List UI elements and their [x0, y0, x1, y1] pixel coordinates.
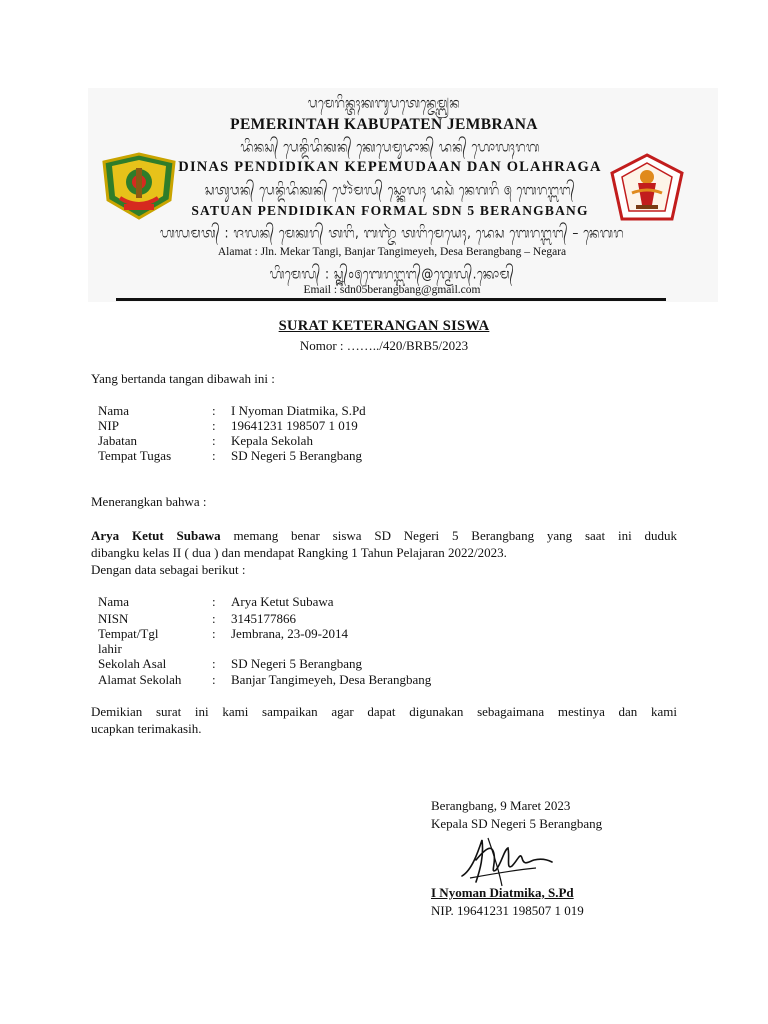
field-value: 19641231 198507 1 019: [231, 418, 358, 433]
field-colon: :: [212, 433, 216, 448]
letter-title: SURAT KETERANGAN SISWA: [278, 318, 490, 334]
field-colon: :: [212, 403, 216, 418]
field-value: 3145177866: [231, 611, 296, 626]
field-colon: :: [212, 672, 216, 687]
school-email: Email : sdn05berangbang@gmail.com: [303, 284, 481, 296]
signer-nip: NIP. 19641231 198507 1 019: [431, 903, 584, 918]
field-label: NIP: [98, 418, 119, 433]
field-label: Jabatan: [98, 433, 137, 448]
field-colon: :: [212, 611, 216, 626]
student-name-bold: Arya Ketut Subawa: [91, 528, 221, 543]
closing-line-2: ucapkan terimakasih.: [91, 721, 202, 736]
signer-position: Kepala SD Negeri 5 Berangbang: [431, 816, 603, 831]
tut-wuri-handayani-logo: [610, 153, 684, 223]
statement-line-1: [91, 527, 677, 544]
field-value: Jembrana, 23-09-2014: [231, 626, 348, 641]
field-colon: :: [212, 594, 216, 609]
letterhead-aksara-line-5: ᬳᬶᬫᬾᬮ᭄ : ᬲ᭄ᬤ᭄ᬦ᭄᭐᭕ᬩᬾᬭᬗ᭄ᬩᬗ᭄@ᬕ᭄ᬫᬾᬮ᭄.ᬓᭀᬫ᭄: [269, 265, 515, 282]
letterhead-aksara-line-4: ᬳᬮᬫᬢ᭄ : ᬚᬮᬦ᭄ ᬫᬾᬓᬭ᭄ ᬢᬗᬶ, ᬩᬜ᭄ᬚᬃ ᬢᬗᬶᬫᬾᬬᬾᬄ, ᬤᬾᬲ ᬩᬾᬭᬗ᭄ᬩᬗ᭄ – ᬦᬾᬕᬭ: [159, 224, 625, 241]
field-colon: :: [212, 656, 216, 671]
jembrana-regency-emblem-logo: [100, 152, 178, 220]
statement-text: memang benar siswa SD Negeri 5 Berangbang yang saat ini duduk: [233, 528, 678, 543]
field-label: Nama: [98, 403, 130, 418]
letterhead-divider-line: [116, 298, 666, 301]
field-value: Arya Ketut Subawa: [231, 594, 334, 609]
field-label: Alamat Sekolah: [98, 672, 182, 687]
field-value: SD Negeri 5 Berangbang: [231, 656, 363, 671]
field-label: Nama: [98, 594, 130, 609]
school-address: Alamat : Jln. Mekar Tangi, Banjar Tangimeyeh, Desa Berangbang – Negara: [217, 246, 567, 258]
statement-line-3: Dengan data sebagai berikut :: [91, 562, 246, 577]
declares-sentence: Menerangkan bahwa :: [91, 494, 207, 509]
field-label: Tempat/Tgl: [98, 626, 159, 641]
signer-name: I Nyoman Diatmika, S.Pd: [431, 885, 574, 900]
letter-number: Nomor : ……../420/BRB5/2023: [299, 338, 469, 353]
field-colon: :: [212, 418, 216, 433]
field-label: lahir: [98, 641, 122, 656]
field-value: Kepala Sekolah: [231, 433, 313, 448]
place-and-date: Berangbang, 9 Maret 2023: [431, 798, 571, 813]
field-value: SD Negeri 5 Berangbang: [231, 448, 363, 463]
field-value: Banjar Tangimeyeh, Desa Berangbang: [231, 672, 432, 687]
field-label: NISN: [98, 611, 129, 626]
field-colon: :: [212, 626, 216, 641]
handwritten-signature: [452, 830, 556, 890]
field-value: I Nyoman Diatmika, S.Pd: [231, 403, 366, 418]
department-name: DINAS PENDIDIKAN KEPEMUDAAN DAN OLAHRAGA: [178, 159, 602, 175]
field-label: Tempat Tugas: [98, 448, 172, 463]
statement-line-2: dibangku kelas II ( dua ) dan mendapat Rangking 1 Tahun Pelajaran 2022/2023.: [91, 545, 507, 560]
school-unit-name: SATUAN PENDIDIKAN FORMAL SDN 5 BERANGBANG: [191, 203, 589, 218]
closing-line-1: Demikian surat ini kami sampaikan agar dapat digunakan sebagaimana mestinya dan kami: [91, 704, 677, 719]
opening-sentence: Yang bertanda tangan dibawah ini :: [91, 371, 275, 386]
letterhead-aksara-line-2: ᬤᬶᬦᬲ᭄ ᬧᬾᬦ᭄ᬤᬶᬤᬶᬓᬦ᭄ ᬓᬾᬧᬾᬫᬸᬤᬵᬦ᭄ ᬤᬦ᭄ ᬳᭀᬮᬄᬭᬕ: [240, 138, 540, 155]
government-name: PEMERINTAH KABUPATEN JEMBRANA: [230, 116, 538, 133]
field-label: Sekolah Asal: [98, 656, 167, 671]
letterhead-aksara-line-3: ᬲᬢᬸᬯᬦ᭄ ᬧᬾᬦ᭄ᬤᬶᬤᬶᬓᬦ᭄ ᬨᭀᬃᬫᬮ᭄ ᬲ᭄ᬓᭀᬮᬄ ᬤᬲᬃ ᬦᬾᬕᬭᬶ ᭕ ᬩᬾᬭᬗ᭄ᬩᬗ᭄: [204, 181, 576, 198]
letterhead-aksara-line-1: ᬧᬫᬾᬭᬶᬦ᭄ᬢᬄᬓᬩᬸᬧᬢᬾᬦ᭄ᬚᬾᬫ᭄ᬩ᭄ᬭᬦ: [307, 94, 461, 111]
field-colon: :: [212, 448, 216, 463]
